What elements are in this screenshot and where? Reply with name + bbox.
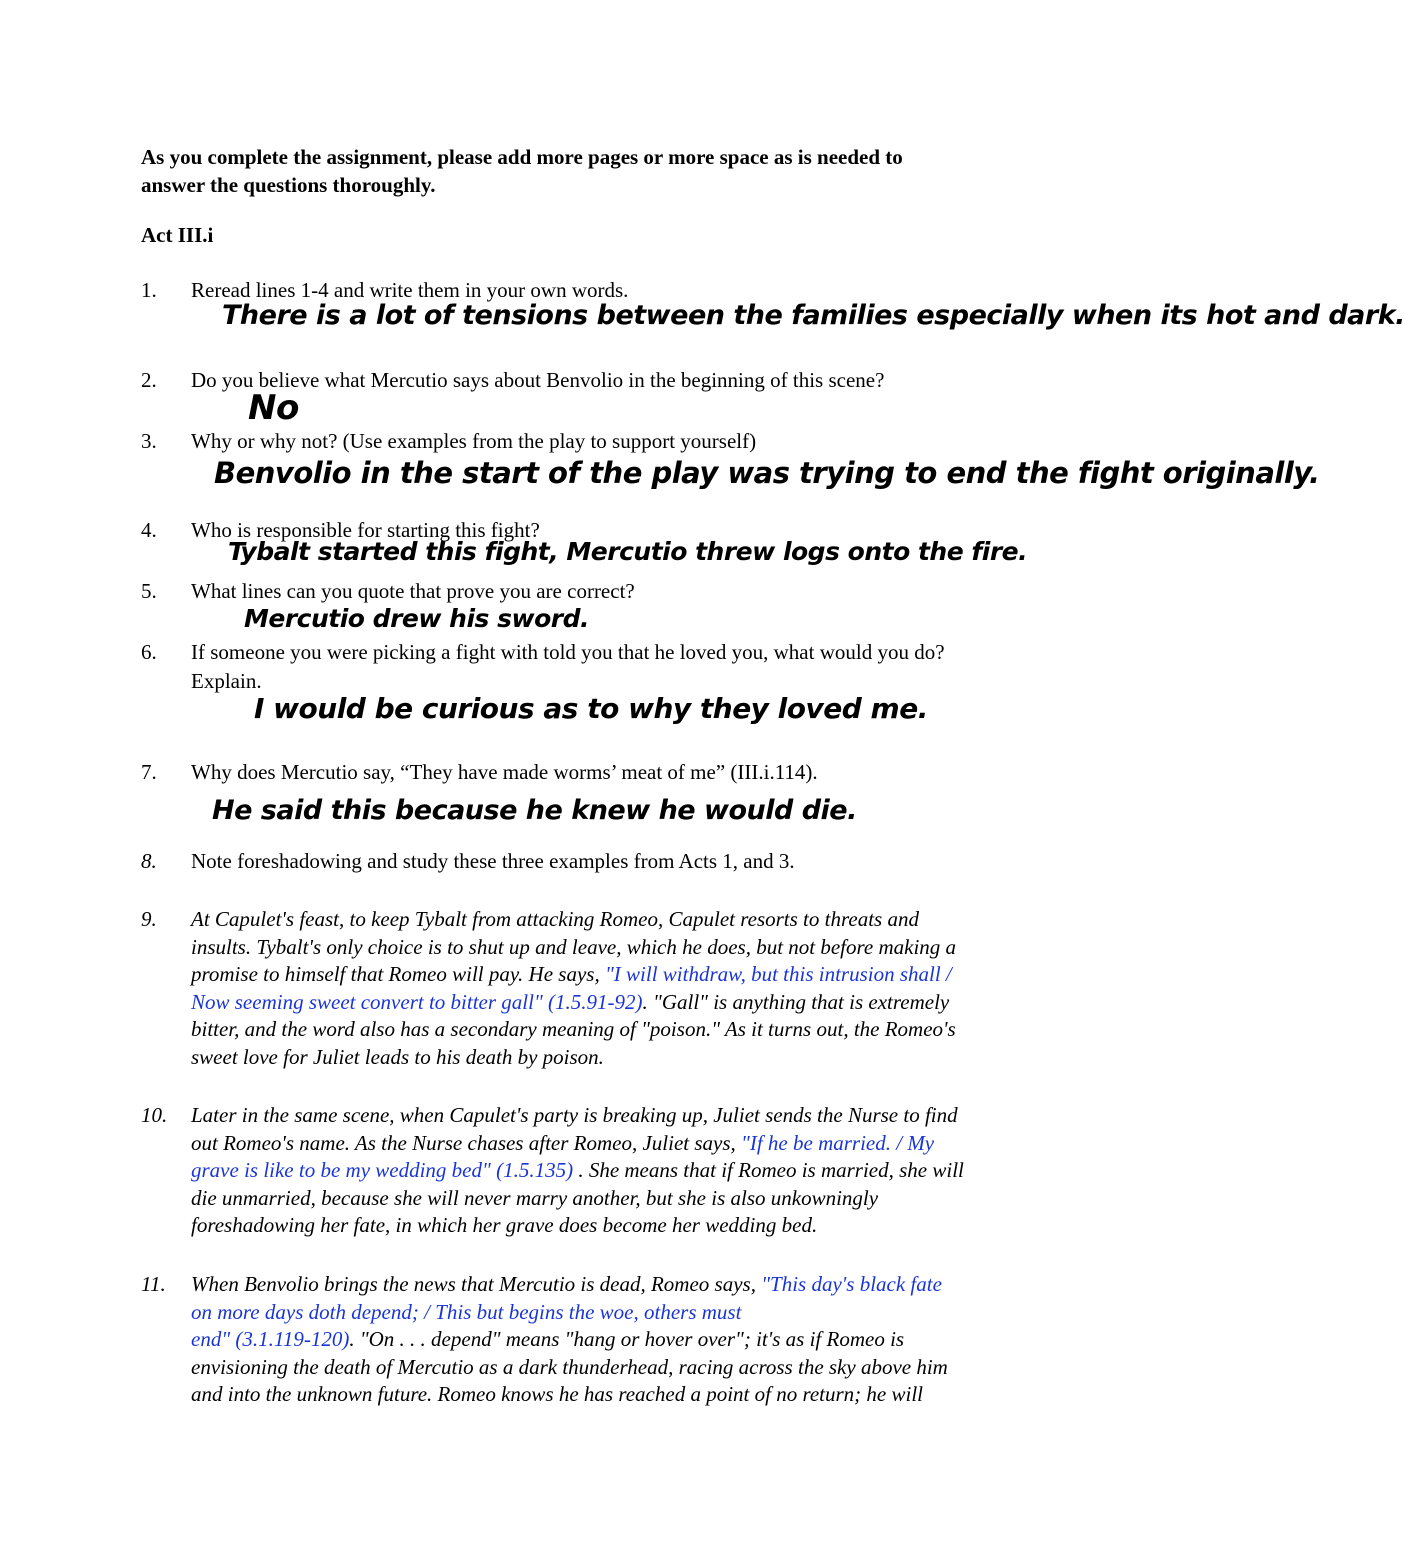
example-line: bitter, and the word also has a secondary meaning of "poison." As it turns out, the Romeo's — [191, 1017, 956, 1041]
example-number: 9. — [141, 907, 157, 931]
quote-segment: "I will withdraw, but this intrusion shall / — [604, 962, 952, 986]
example-line: insults. Tybalt's only choice is to shut up and leave, which he does, but not before making a — [191, 934, 957, 959]
example-text — [191, 1271, 1071, 1409]
example-line: on more days doth depend; / This but begins the woe, others must — [191, 1299, 742, 1324]
example-line: die unmarried, because she will never marry another, but she is also unkowningly — [191, 1185, 879, 1210]
question-number: 8. — [141, 849, 157, 873]
handwritten-answer-7: He said this because he knew he would die. — [212, 795, 857, 826]
example-text-segment: promise to himself that Romeo will pay. He says, — [191, 962, 605, 986]
handwritten-answer-1: There is a lot of tensions between the families especially when its hot and dark. — [222, 300, 1405, 331]
handwritten-answer-4: Tybalt started this fight, Mercutio threw logs onto the fire. — [228, 537, 1028, 566]
question-number: 1. — [141, 278, 157, 302]
question-text: Why does Mercutio say, “They have made worms’ meat of me” (III.i.114). — [191, 760, 818, 784]
example-line: and into the unknown future. Romeo knows he has reached a point of no return; he will — [191, 1382, 923, 1406]
instructions-line-2: answer the questions thoroughly. — [141, 173, 436, 197]
quote-segment: end" (3.1.119-120) — [191, 1327, 350, 1351]
question-number: 3. — [141, 429, 157, 453]
example-line — [191, 961, 1071, 989]
example-line: sweet love for Juliet leads to his death by poison. — [191, 1044, 604, 1069]
question-number: 5. — [141, 579, 157, 603]
example-text-segment: . She means that if Romeo is married, she will — [573, 1158, 964, 1182]
example-line — [191, 1157, 1071, 1185]
question-text: Reread lines 1-4 and write them in your own words. — [191, 278, 629, 302]
example-text — [191, 1102, 1071, 1240]
example-line: foreshadowing her fate, in which her grave does become her wedding bed. — [191, 1213, 818, 1237]
example-line: Later in the same scene, when Capulet's party is breaking up, Juliet sends the Nurse to find — [191, 1103, 958, 1127]
assignment-instructions — [141, 143, 1061, 199]
question-number: 6. — [141, 640, 157, 664]
question-text: Why or why not? (Use examples from the play to support yourself) — [191, 429, 757, 453]
quote-segment: Now seeming sweet convert to bitter gall" (1.5.91-92) — [191, 989, 643, 1014]
question-text: Do you believe what Mercutio says about Benvolio in the beginning of this scene? — [191, 368, 885, 392]
question-number: 2. — [141, 368, 157, 392]
example-line: envisioning the death of Mercutio as a dark thunderhead, racing across the sky above him — [191, 1354, 948, 1379]
quote-segment: "If he be married. / My — [741, 1130, 935, 1155]
example-text-segment: out Romeo's name. As the Nurse chases after Romeo, Juliet says, — [191, 1130, 742, 1155]
question-text: Note foreshadowing and study these three examples from Acts 1, and 3. — [191, 849, 795, 873]
example-text — [191, 906, 1071, 1071]
quote-segment: "This day's black fate — [761, 1272, 942, 1296]
example-line — [191, 1130, 1071, 1158]
instructions-line-1: As you complete the assignment, please add more pages or more space as is needed to — [141, 145, 903, 169]
example-number: 10. — [141, 1103, 168, 1127]
handwritten-answer-3: Benvolio in the start of the play was trying to end the fight originally. — [214, 456, 1320, 490]
question-text: If someone you were picking a fight with told you that he loved you, what would you do? — [191, 640, 945, 664]
example-text-segment: . "Gall" is anything that is extremely — [642, 989, 950, 1014]
example-line — [191, 1271, 1071, 1299]
example-text-segment: When Benvolio brings the news that Mercutio is dead, Romeo says, — [191, 1272, 762, 1296]
handwritten-answer-5: Mercutio drew his sword. — [244, 604, 589, 633]
question-text: What lines can you quote that prove you are correct? — [191, 579, 635, 603]
example-number: 11. — [141, 1272, 166, 1296]
handwritten-answer-2: No — [248, 388, 299, 428]
handwritten-answer-6: I would be curious as to why they loved me. — [254, 692, 928, 725]
question-number: 7. — [141, 760, 157, 784]
example-line: At Capulet's feast, to keep Tybalt from attacking Romeo, Capulet resorts to threats and — [191, 907, 919, 931]
example-line — [191, 989, 1071, 1017]
question-text: Who is responsible for starting this fight? — [191, 518, 540, 542]
example-line — [191, 1326, 1071, 1354]
question-number: 4. — [141, 518, 157, 542]
quote-segment: grave is like to be my wedding bed" (1.5.135) — [191, 1158, 574, 1182]
example-text-segment: . "On . . . depend" means "hang or hover over"; it's as if Romeo is — [349, 1327, 905, 1351]
act-heading: Act III.i — [141, 223, 214, 247]
question-text-continued: Explain. — [191, 669, 262, 693]
